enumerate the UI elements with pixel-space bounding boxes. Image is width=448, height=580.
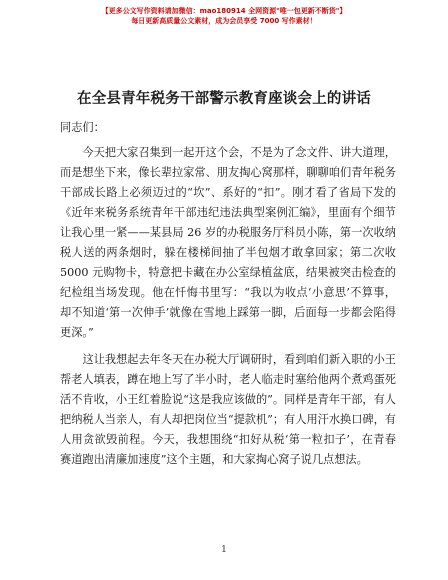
paragraph-1: 今天把大家召集到一起开这个会，不是为了念文件、讲大道理，而是想坐下来，像长辈拉家常、朋友掏心窝那样，聊聊咱们青年税务干部成长路上必须迈过的“坎”、系好的“扣”。刚才看了省局下发的《近年来税务系统青年干部违纪违法典型案例汇编》，里面有个细节让我心里一紧——某县局 26 岁的办税服务厅科员小陈，第一次收纳税人送的两条烟时，躲在楼梯间抽了半包烟才敢拿回家；第二次收 5000 元购物卡，特意把卡藏在办公室绿植盆底，结果被突击检查的纪检组当场发现。他在忏悔书里写：“我以为收点‘小意思’不算事，却不知道‘第一次伸手’就像在雪地上踩第一脚，后面每一步都会陷得更深。”: [60, 146, 396, 339]
document-body: [60, 118, 396, 470]
document-title: 在全县青年税务干部警示教育座谈会上的讲话: [77, 91, 371, 107]
greeting: 同志们：: [60, 121, 105, 134]
promo-banner: [0, 6, 448, 26]
page-number: 1: [221, 545, 227, 555]
promo-line-1: 【更多公文写作资料请加微信：mao180914 全网资源"唯一包更新不断货"】: [101, 7, 347, 15]
promo-line-2: 每日更新高质量公文素材，成为会员享受 7000 写作素材！: [131, 17, 317, 25]
paragraph-2: 这让我想起去年冬天在办税大厅调研时，看到咱们新入职的小王帮老人填表，蹲在地上写了半小时，老人临走时塞给他两个煮鸡蛋死活不肯收，小王红着脸说“这是我应该做的”。同样是青年干部，有人把纳税人当亲人，有人却把岗位当“提款机”；有人用汗水换口碑，有人用贪欲毁前程。今天，我想围绕“扣好从税‘第一粒扣子’，在青春赛道跑出清廉加速度”这个主题，和大家掏心窝子说几点想法。: [60, 353, 396, 466]
